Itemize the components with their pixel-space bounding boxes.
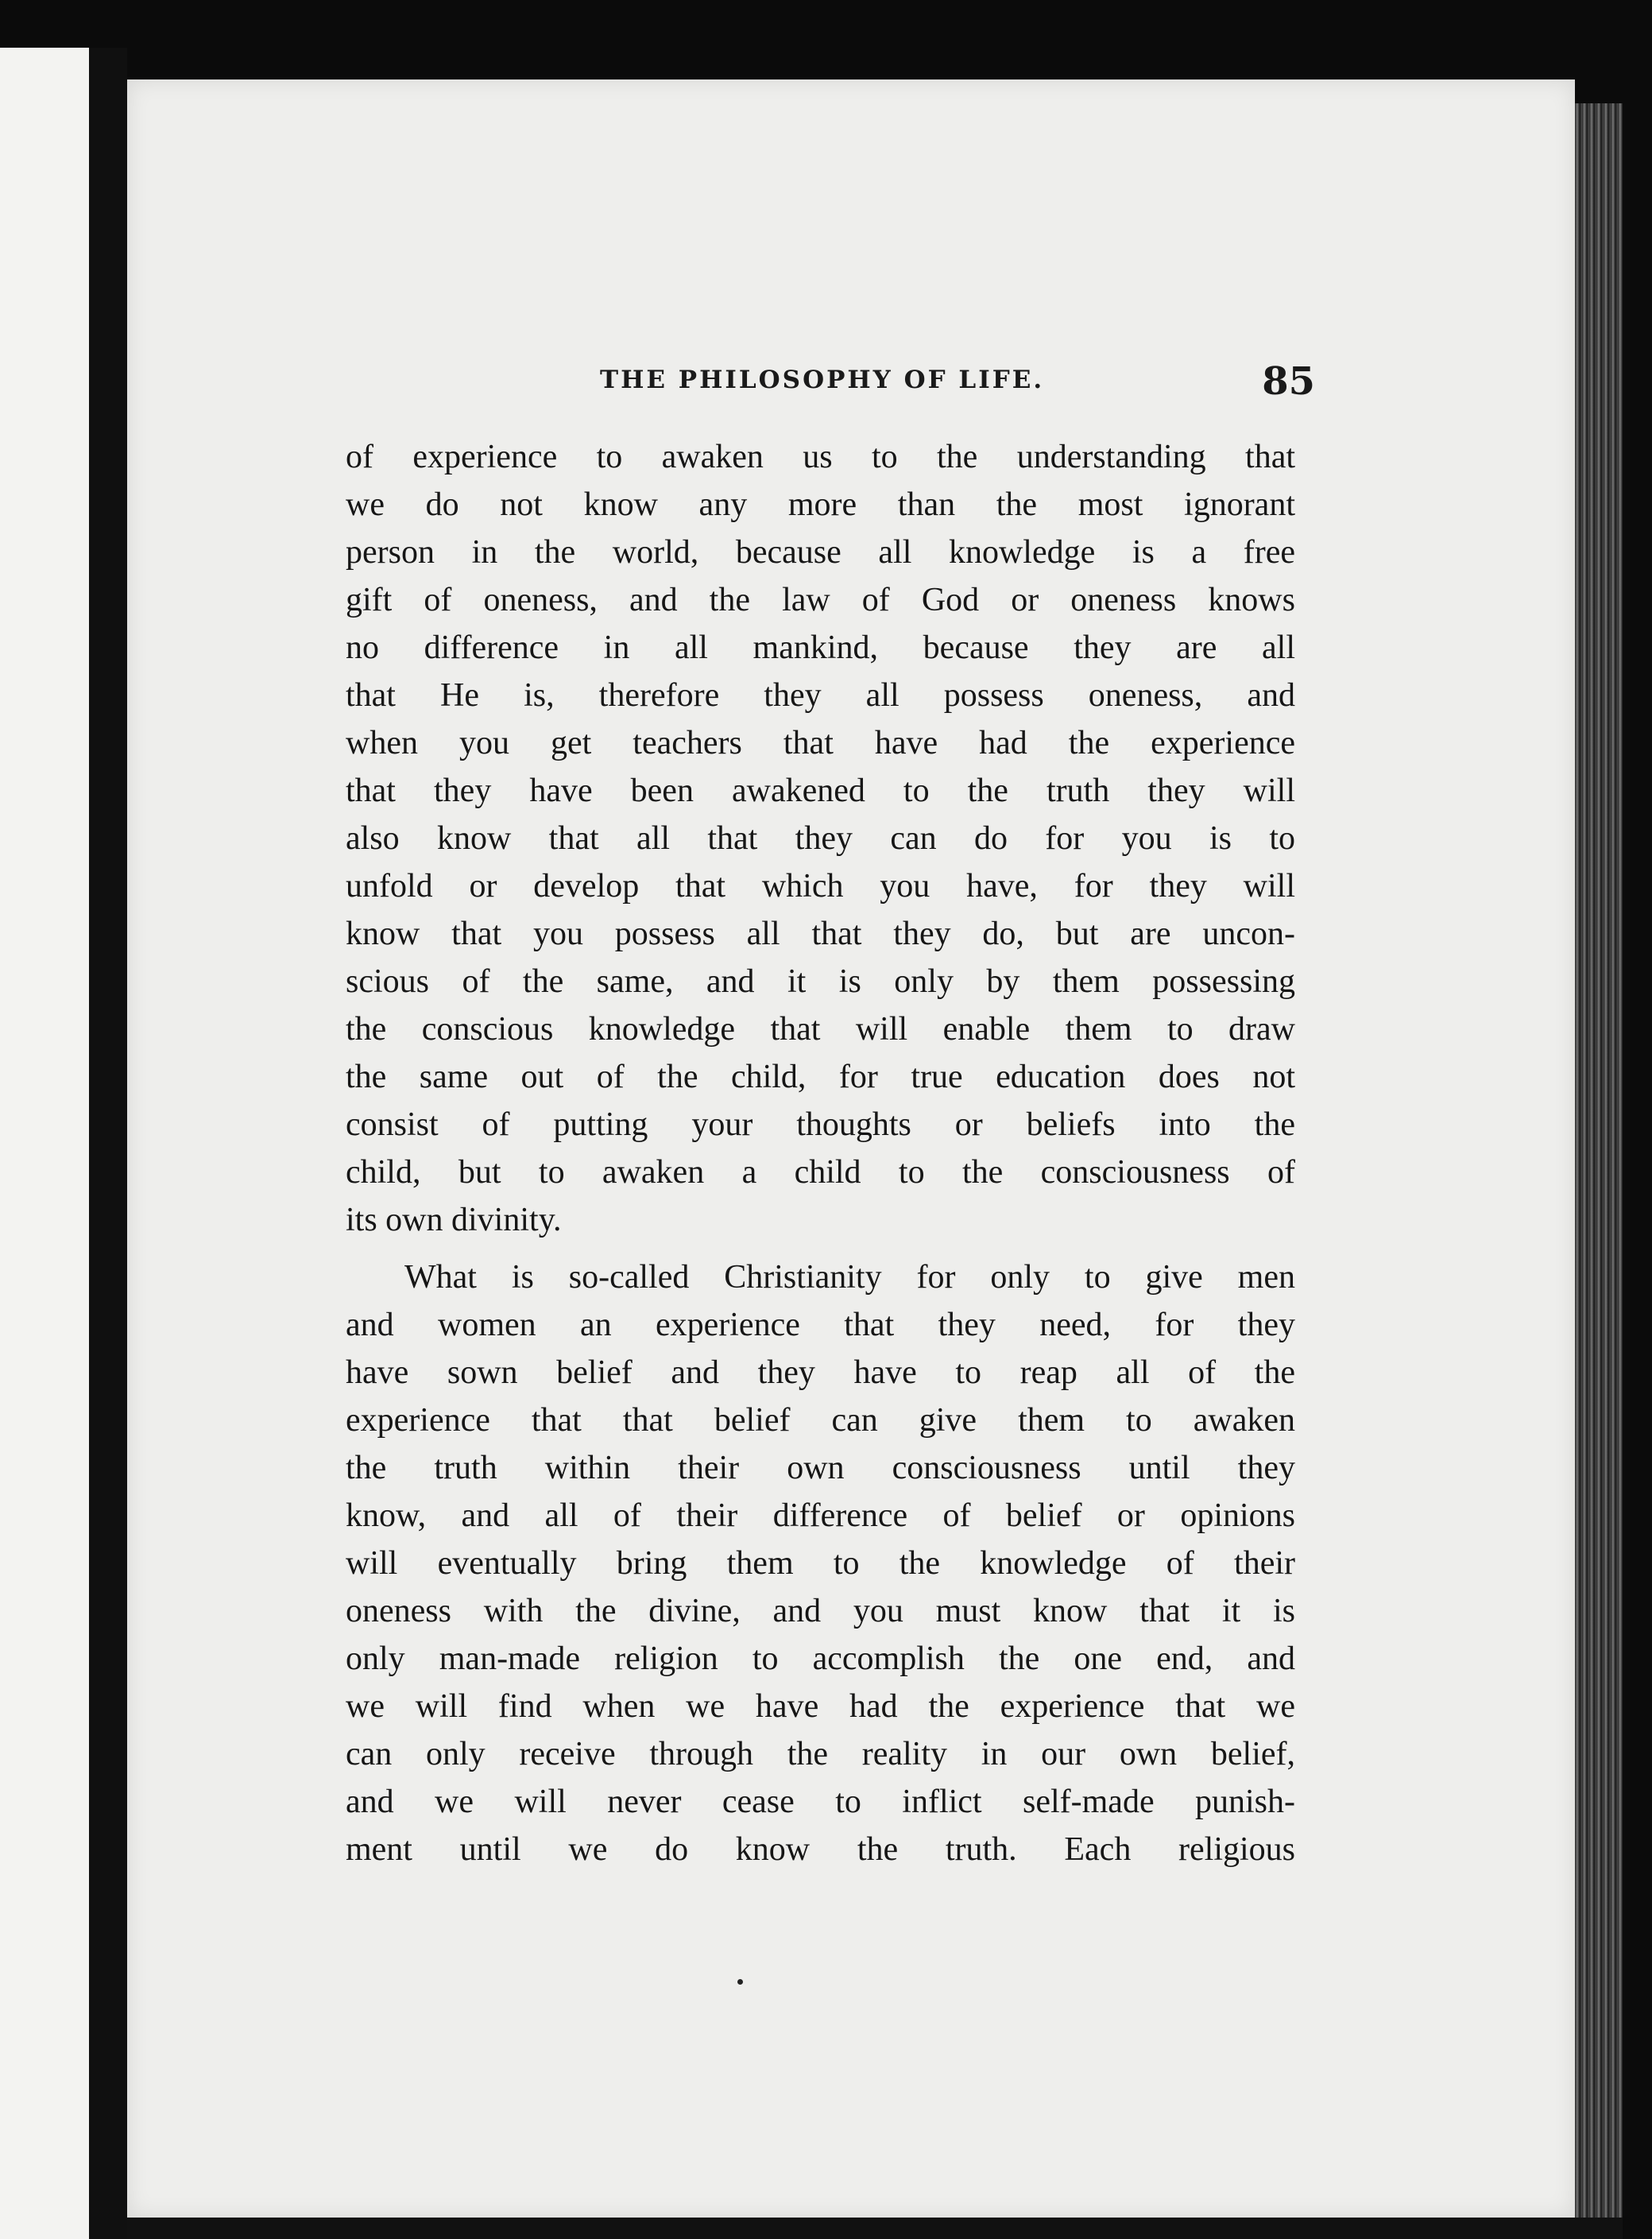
- text-line: of experience to awaken us to the understanding that: [346, 439, 1295, 475]
- text-line: have sown belief and they have to reap all of the: [346, 1354, 1295, 1391]
- text-line: also know that all that they can do for you is to: [346, 820, 1295, 857]
- paragraph-1: [346, 433, 1295, 1244]
- text-line: the same out of the child, for true education does not: [346, 1059, 1295, 1095]
- text-line: the conscious knowledge that will enable them to draw: [346, 1011, 1295, 1048]
- text-line: can only receive through the reality in our own belief,: [346, 1736, 1295, 1772]
- text-line: ment until we do know the truth. Each religious: [346, 1831, 1295, 1868]
- text-line: we do not know any more than the most ignorant: [346, 486, 1295, 523]
- text-line: know, and all of their difference of belief or opinions: [346, 1497, 1295, 1534]
- book-gutter: [89, 48, 127, 2239]
- text-line: unfold or develop that which you have, for they will: [346, 868, 1295, 905]
- body-text: [346, 433, 1295, 1873]
- text-line: scious of the same, and it is only by them possessing: [346, 963, 1295, 1000]
- page-stack-edge: [1575, 103, 1623, 2218]
- text-line: and we will never cease to inflict self-made punish-: [346, 1784, 1295, 1820]
- text-line: that He is, therefore they all possess oneness, and: [346, 677, 1295, 714]
- text-line: when you get teachers that have had the experience: [346, 725, 1295, 761]
- text-line: person in the world, because all knowledge is a free: [346, 534, 1295, 571]
- text-line: that they have been awakened to the truth they will: [346, 773, 1295, 809]
- paragraph-2: [346, 1253, 1295, 1873]
- page-number: 85: [1262, 359, 1315, 404]
- text-line: no difference in all mankind, because they are all: [346, 629, 1295, 666]
- paragraph-gap: [346, 1244, 1295, 1253]
- text-line: experience that that belief can give them to awaken: [346, 1402, 1295, 1439]
- text-line: What is so-called Christianity for only to give men: [404, 1259, 1295, 1296]
- text-line: will eventually bring them to the knowledge of their: [346, 1545, 1295, 1582]
- text-line: gift of oneness, and the law of God or oneness knows: [346, 582, 1295, 618]
- text-line: consist of putting your thoughts or beliefs into the: [346, 1106, 1295, 1143]
- facing-page-margin: [0, 48, 89, 2239]
- page-bottom-shadow: [127, 2218, 1623, 2239]
- text-line: and women an experience that they need, for they: [346, 1307, 1295, 1343]
- text-line: know that you possess all that they do, but are uncon-: [346, 916, 1295, 952]
- ink-speck: [737, 1979, 743, 1985]
- text-line: oneness with the divine, and you must know that it is: [346, 1593, 1295, 1629]
- text-line: we will find when we have had the experience that we: [346, 1688, 1295, 1725]
- text-line: its own divinity.: [346, 1202, 562, 1238]
- text-line: child, but to awaken a child to the consciousness of: [346, 1154, 1295, 1191]
- running-header: [584, 359, 1315, 415]
- running-title: THE PHILOSOPHY OF LIFE.: [600, 366, 1045, 394]
- text-line: the truth within their own consciousness until they: [346, 1450, 1295, 1486]
- text-line: only man-made religion to accomplish the one end, and: [346, 1641, 1295, 1677]
